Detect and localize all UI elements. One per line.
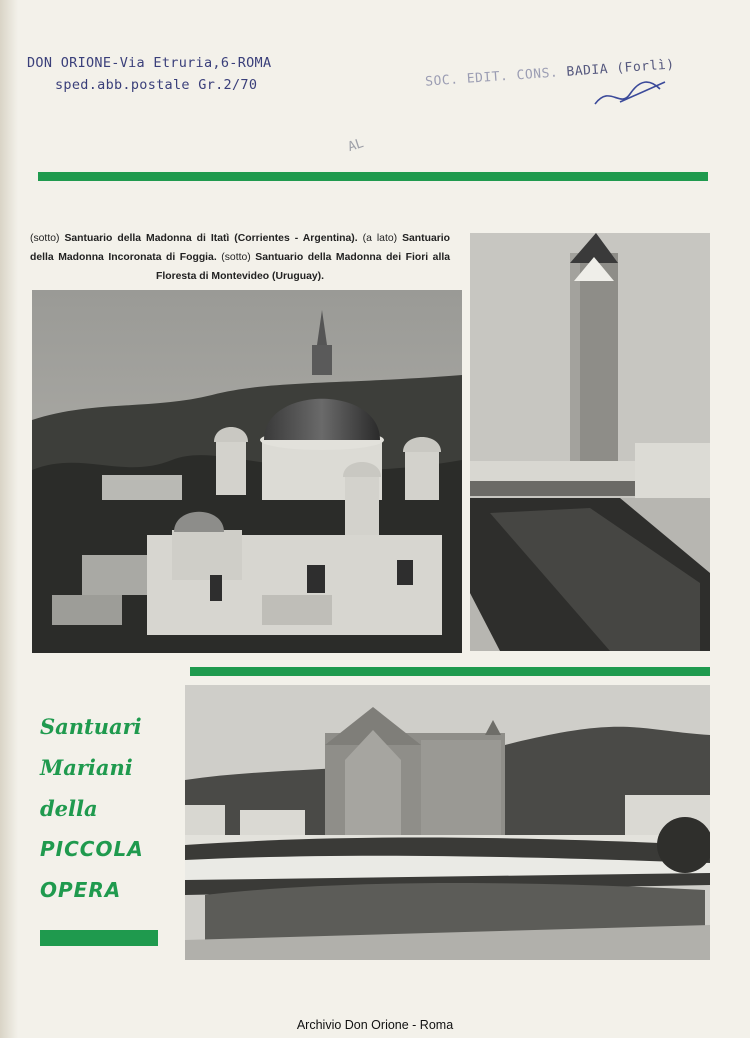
stamp-line-2: sped.abb.postale Gr.2/70: [55, 77, 258, 93]
title-line-4: PICCOLA: [40, 837, 144, 861]
page-edge-shadow: [0, 0, 18, 1038]
caption-label-2: (a lato): [362, 233, 398, 244]
printer-stamp-legible: BADIA (Forlì): [565, 57, 676, 80]
caption-label-1: (sotto): [30, 233, 60, 244]
photo-incoronata-foggia: [470, 233, 710, 651]
title-line-3: della: [40, 796, 98, 821]
address-stamp: [27, 52, 271, 96]
section-title: [40, 706, 180, 911]
top-green-rule: [38, 172, 708, 181]
faint-mark: AL: [346, 135, 366, 156]
caption-text-3: Santuario della Madonna dei Fiori alla Floresta di Montevideo (Uruguay).: [156, 252, 451, 282]
archive-footer: Archivio Don Orione - Roma: [296, 1018, 454, 1032]
title-green-block: [40, 930, 158, 946]
handwritten-mark-icon: [590, 74, 670, 114]
photo-caption: [30, 229, 450, 286]
title-line-5: OPERA: [40, 878, 122, 902]
title-line-2: Mariani: [40, 755, 133, 780]
caption-label-3: (sotto): [221, 252, 251, 263]
caption-text-2: Santuario della Madonna Incoronata di Foggia.: [30, 233, 451, 263]
title-line-1: Santuari: [40, 714, 142, 739]
caption-text-1: Santuario della Madonna di Itatì (Corrientes - Argentina).: [64, 233, 358, 244]
photo-montevideo-sanctuary: [185, 685, 710, 960]
middle-green-rule: [190, 667, 710, 676]
printer-stamp-blurred: SOC. EDIT. CONS.: [424, 64, 568, 90]
stamp-line-1: DON ORIONE-Via Etruria,6-ROMA: [27, 55, 272, 71]
photo-itati-sanctuary: [32, 290, 462, 653]
